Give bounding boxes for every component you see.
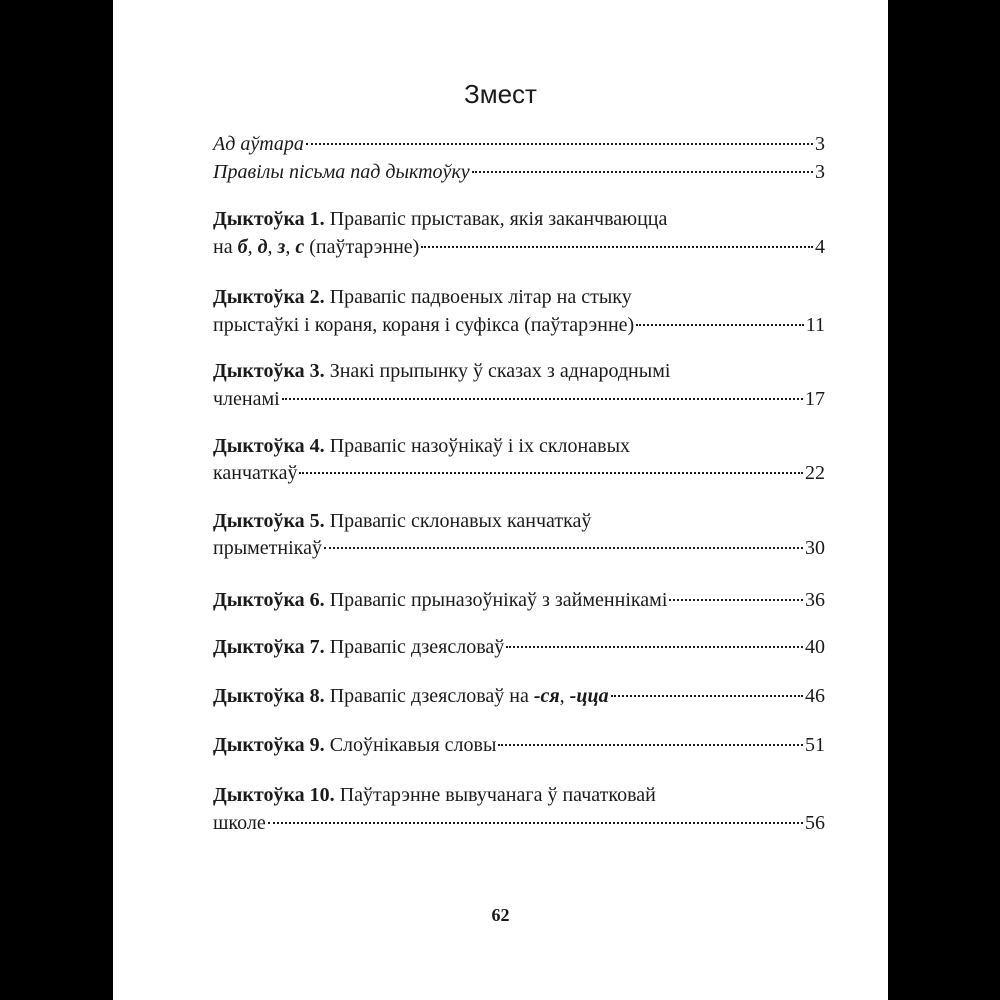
- toc-entry-label: Дыктоўка 1.: [213, 208, 325, 230]
- toc-page-number: 3: [815, 161, 825, 183]
- toc-entry-1-line1: [213, 206, 825, 232]
- toc-entry-label: Дыктоўка 4.: [213, 435, 325, 457]
- toc-entry-title: Правапіс прыназоўнікаў з займеннікамі: [329, 589, 668, 611]
- toc-entry-title: Правапіс склонавых канчаткаў: [329, 510, 592, 532]
- toc-page-number: 30: [805, 537, 825, 559]
- toc-entry-title: Паўтарэнне вывучанага ў пачатковай: [339, 784, 656, 806]
- toc-leader-dots: [299, 472, 803, 474]
- toc-entry-8: Дыктоўка 8. Правапіс дзеясловаў на -ся, -цца 46: [213, 685, 825, 707]
- toc-entry-6: [213, 587, 825, 613]
- toc-entry-title: Знакі прыпынку ў сказах з аднароднымі: [329, 360, 671, 382]
- toc-entry-label: Дыктоўка 9.: [213, 734, 325, 756]
- toc-entry-title: Правапіс дзеясловаў на: [329, 685, 534, 707]
- toc-entry-2-line2: [213, 312, 825, 338]
- toc-entry-label: Дыктоўка 5.: [213, 510, 325, 532]
- toc-item-text: Ад аўтара: [213, 133, 304, 155]
- toc-entry-3-line1: [213, 358, 825, 384]
- book-page: [113, 0, 888, 1000]
- toc-entry-title-cont: членамі: [213, 388, 280, 410]
- toc-entry-label: Дыктоўка 10.: [213, 784, 335, 806]
- toc-entry-title: Правапіс падвоеных літар на стыку: [329, 286, 632, 308]
- toc-entry-7: [213, 634, 825, 660]
- toc-leader-dots: [506, 646, 803, 648]
- toc-leader-dots: [421, 246, 813, 248]
- suffix-cca: -цца: [569, 685, 609, 707]
- toc-page-number: 56: [805, 812, 825, 834]
- toc-entry-title: Правапіс назоўнікаў і іх склонавых: [329, 435, 630, 457]
- page-number: 62: [491, 905, 510, 925]
- toc-leader-dots: [472, 171, 813, 173]
- toc-page-number: 3: [815, 133, 825, 155]
- toc-entry-1-line2: [213, 234, 825, 260]
- toc-leader-dots: [268, 822, 803, 824]
- toc-entry-2-line1: [213, 284, 825, 310]
- toc-leader-dots: [282, 398, 803, 400]
- toc-entry-title-cont: канчаткаў: [213, 462, 298, 484]
- page-title: Змест: [464, 79, 537, 109]
- toc-entry-title-cont: школе: [213, 812, 266, 834]
- toc-entry-label: Дыктоўка 3.: [213, 360, 325, 382]
- toc-leader-dots: [611, 695, 803, 697]
- toc-page-number: 40: [805, 636, 825, 658]
- toc-page-number: 11: [805, 314, 825, 336]
- toc-page-number: 36: [805, 589, 825, 611]
- toc-entry-title-cont: прыстаўкі і кораня, кораня і суфікса (паўтарэнне): [213, 314, 635, 336]
- suffix-sia: -ся: [533, 685, 560, 707]
- toc-page-number: 46: [805, 685, 825, 707]
- toc-entry-label: Дыктоўка 7.: [213, 636, 325, 658]
- toc-item-text: Правілы пісьма пад дыктоўку: [213, 161, 470, 183]
- toc-leader-dots: [636, 324, 804, 326]
- toc-entry-title: Слоўнікавыя словы: [329, 734, 497, 756]
- toc-page-number: 22: [805, 462, 825, 484]
- toc-entry-4-line1: [213, 433, 825, 459]
- toc-leader-dots: [498, 744, 803, 746]
- toc-page-number: 51: [805, 734, 825, 756]
- toc-entry-4-line2: [213, 460, 825, 486]
- toc-entry-title-cont: на б, д, з, с (паўтарэнне): [213, 236, 420, 258]
- toc-entry-title: Правапіс дзеясловаў: [329, 636, 505, 658]
- toc-entry-9: [213, 732, 825, 758]
- toc-leader-dots: [324, 547, 803, 549]
- toc-entry-10-line2: [213, 810, 825, 836]
- toc-entry-5-line2: [213, 535, 825, 561]
- toc-intro-author: [213, 131, 825, 157]
- toc-page-number: 17: [805, 388, 825, 410]
- toc-entry-3-line2: [213, 386, 825, 412]
- toc-leader-dots: [669, 599, 803, 601]
- toc-entry-title: Правапіс прыставак, якія заканчваюцца: [329, 208, 668, 230]
- toc-entry-title-cont: прыметнікаў: [213, 537, 322, 559]
- toc-entry-label: Дыктоўка 2.: [213, 286, 325, 308]
- toc-entry-label: Дыктоўка 8.: [213, 685, 325, 707]
- toc-entry-10-line1: [213, 782, 825, 808]
- toc-entry-5-line1: [213, 508, 825, 534]
- toc-entry-label: Дыктоўка 6.: [213, 589, 325, 611]
- toc-leader-dots: [306, 143, 813, 145]
- toc-intro-rules: [213, 159, 825, 185]
- toc-page-number: 4: [815, 236, 825, 258]
